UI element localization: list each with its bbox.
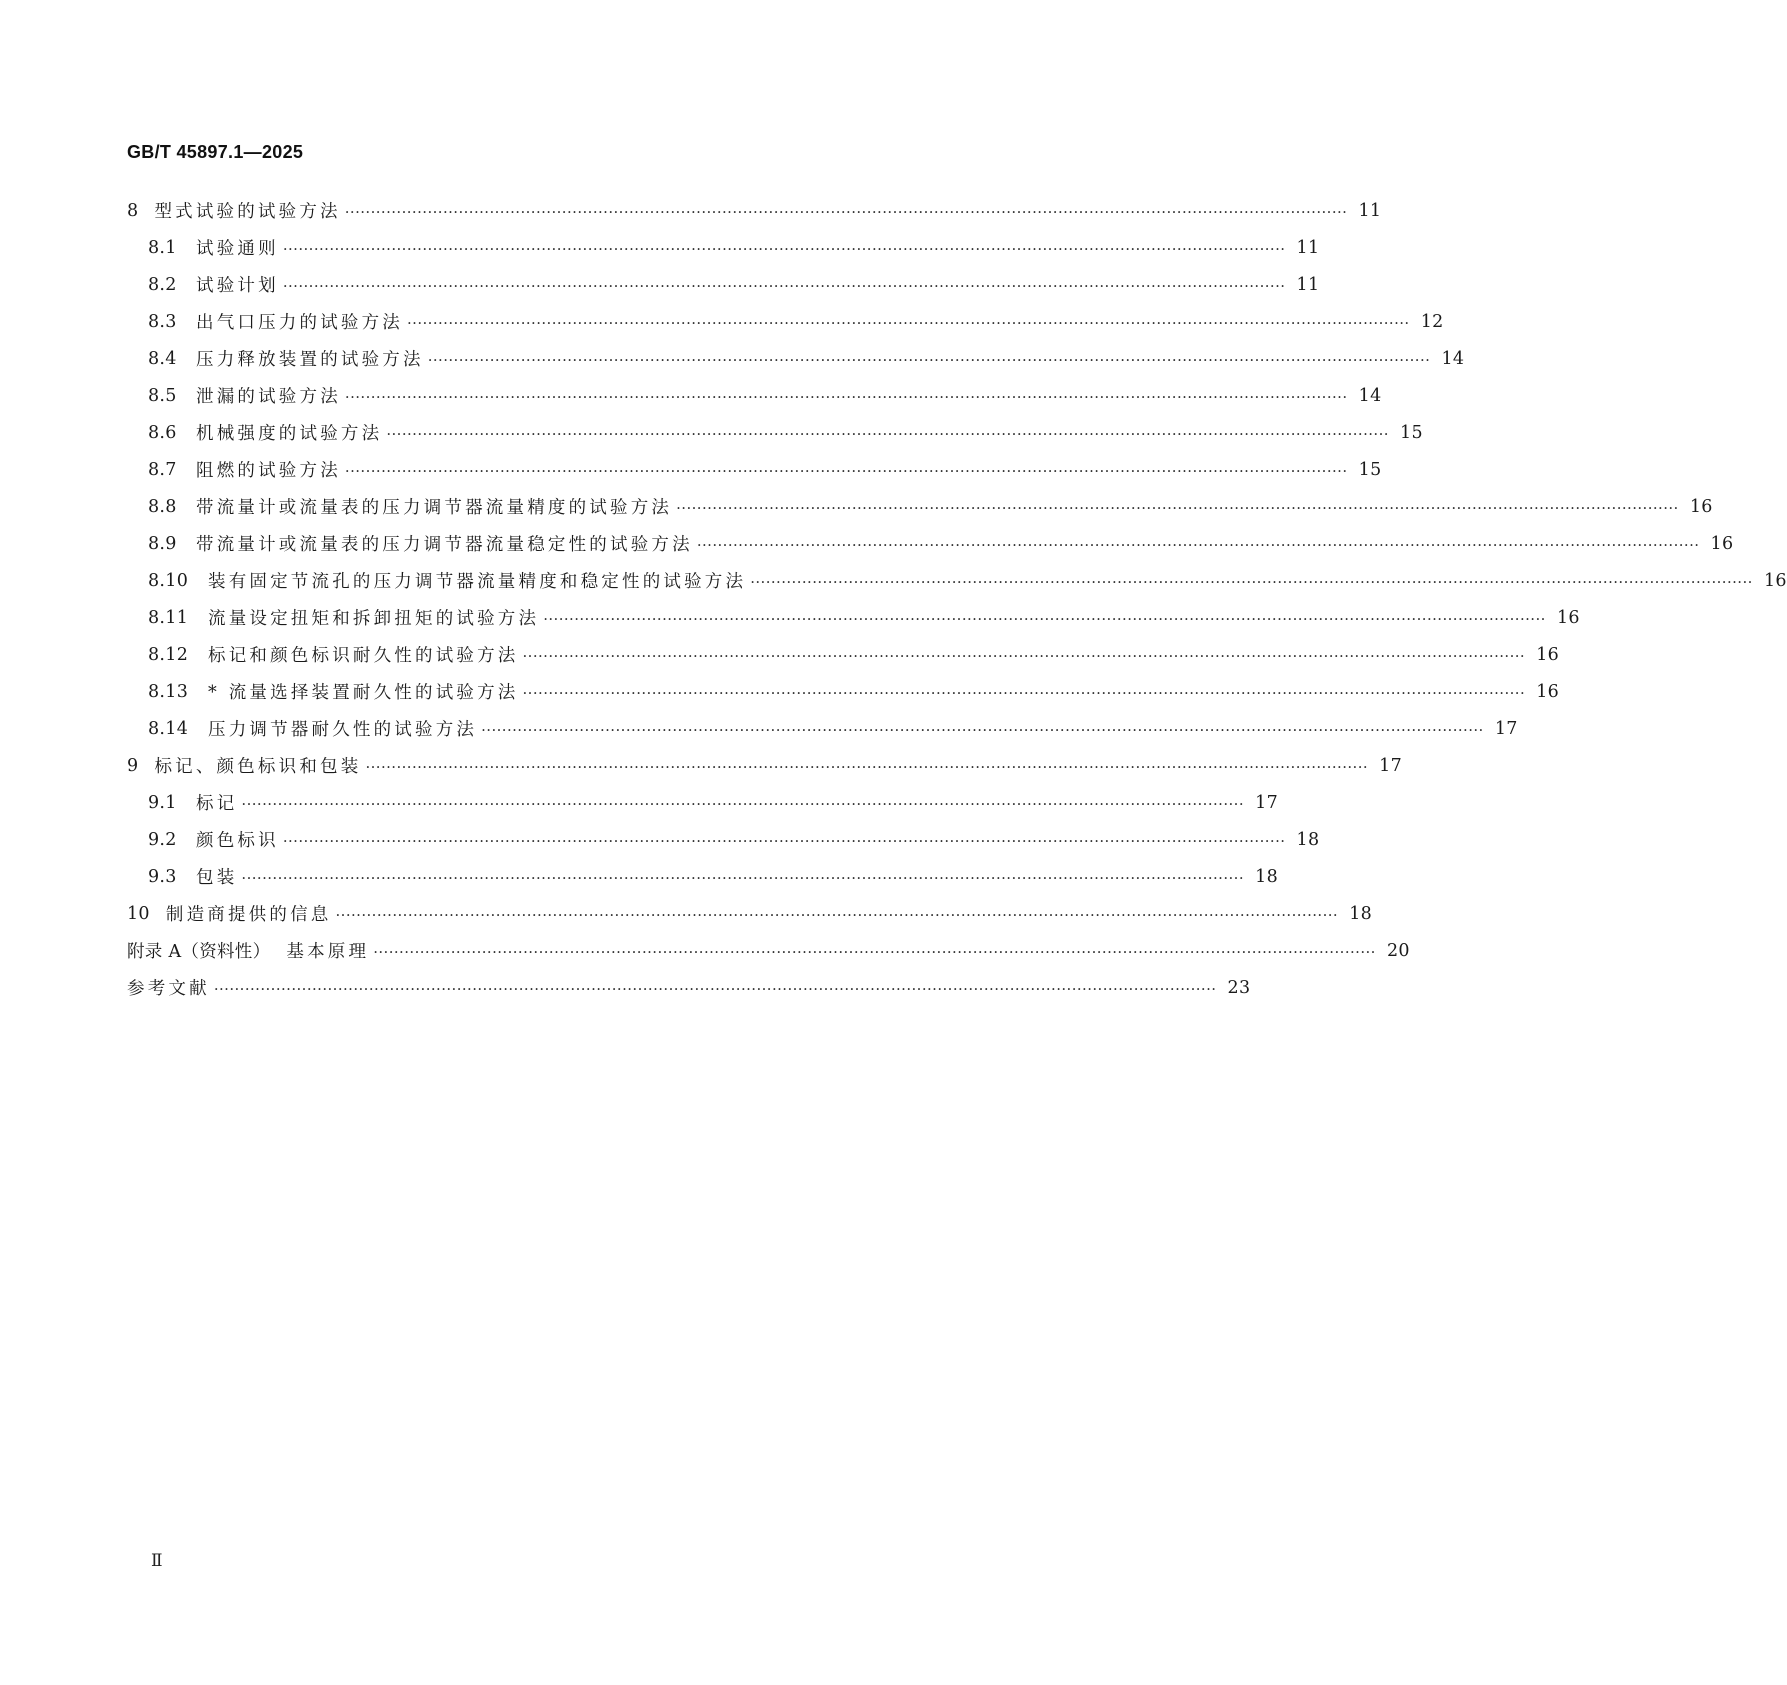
toc-entry-title: 包装: [196, 868, 238, 888]
toc-entry-number: 8.8: [148, 496, 177, 517]
toc-dot-leader: ··································································································································································································: [282, 240, 1286, 258]
toc-dot-leader: ··································································································································································································: [543, 610, 1546, 628]
toc-dot-leader: ··································································································································································································: [335, 906, 1339, 924]
toc-entry[interactable]: [127, 488, 1713, 525]
toc-dot-leader: ··································································································································································································: [344, 462, 1348, 480]
toc-entry-page: 11: [1296, 237, 1320, 258]
toc-entry-number: 8.2: [148, 274, 177, 295]
toc-dot-leader: ··································································································································································································: [750, 573, 1753, 591]
toc-entry-title: 标记和颜色标识耐久性的试验方法: [208, 646, 519, 666]
toc-entry-page: 16: [1710, 533, 1734, 554]
toc-entry[interactable]: [127, 747, 1403, 784]
toc-entry-page: 11: [1358, 200, 1382, 221]
toc-entry-title: 压力释放装置的试验方法: [196, 350, 424, 370]
toc-entry-title: 基本原理: [286, 942, 370, 962]
toc-entry-number: 8: [127, 200, 139, 221]
toc-entry[interactable]: [127, 932, 1410, 969]
toc-dot-leader: ··································································································································································································: [282, 277, 1286, 295]
toc-dot-leader: ··································································································································································································: [241, 869, 1245, 887]
toc-dot-leader: ··································································································································································································: [522, 684, 1526, 702]
toc-entry[interactable]: [127, 229, 1320, 266]
toc-entry-number: 8.1: [148, 237, 177, 258]
toc-entry-title: 标记: [196, 794, 238, 814]
page-number-roman: Ⅱ: [151, 1551, 163, 1571]
toc-dot-leader: ··································································································································································································: [282, 832, 1286, 850]
toc-entry-title: 带流量计或流量表的压力调节器流量精度的试验方法: [196, 498, 673, 518]
toc-dot-leader: ··································································································································································································: [676, 499, 1679, 517]
toc-entry-page: 23: [1227, 977, 1251, 998]
toc-entry-number: 8.5: [148, 385, 177, 406]
toc-entry[interactable]: [127, 784, 1279, 821]
toc-entry[interactable]: [127, 636, 1560, 673]
toc-entry-title: 标记、颜色标识和包装: [154, 757, 362, 777]
toc-entry-page: 20: [1386, 940, 1410, 961]
toc-entry-number: 8.6: [148, 422, 177, 443]
toc-entry-page: 16: [1763, 570, 1787, 591]
toc-entry[interactable]: [127, 710, 1518, 747]
toc-entry-title: 参考文献: [127, 979, 210, 999]
toc-entry-number: 9: [127, 755, 139, 776]
toc-entry-page: 15: [1358, 459, 1382, 480]
toc-entry[interactable]: [127, 414, 1423, 451]
toc-entry[interactable]: [127, 673, 1560, 710]
toc-entry-title: 装有固定节流孔的压力调节器流量精度和稳定性的试验方法: [208, 572, 747, 592]
toc-entry-page: 18: [1296, 829, 1320, 850]
toc-entry-page: 16: [1689, 496, 1713, 517]
toc-entry[interactable]: [127, 858, 1279, 895]
toc-entry-title: 流量设定扭矩和拆卸扭矩的试验方法: [208, 609, 540, 629]
toc-entry[interactable]: [127, 451, 1382, 488]
toc-dot-leader: ··································································································································································································: [386, 425, 1389, 443]
toc-dot-leader: ··································································································································································································: [344, 203, 1348, 221]
toc-entry-title: 试验计划: [196, 276, 279, 296]
toc-dot-leader: ··································································································································································································: [344, 388, 1348, 406]
toc-entry-number: 8.11: [148, 607, 189, 628]
toc-entry-page: 12: [1420, 311, 1444, 332]
toc-entry-number: 8.3: [148, 311, 177, 332]
toc-entry-page: 16: [1536, 681, 1560, 702]
toc-dot-leader: ··································································································································································································: [373, 943, 1376, 961]
toc-entry[interactable]: [127, 266, 1320, 303]
toc-entry-page: 16: [1536, 644, 1560, 665]
toc-dot-leader: ··································································································································································································: [407, 314, 1410, 332]
toc-entry-page: 16: [1556, 607, 1580, 628]
toc-entry-number: 8.7: [148, 459, 177, 480]
toc-entry-number: 9.3: [148, 866, 177, 887]
toc-entry-title: 压力调节器耐久性的试验方法: [208, 720, 478, 740]
toc-entry-number: 8.4: [148, 348, 177, 369]
toc-dot-leader: ··································································································································································································: [427, 351, 1431, 369]
toc-entry[interactable]: [127, 340, 1465, 377]
toc-entry-title: 颜色标识: [196, 831, 279, 851]
toc-entry[interactable]: [127, 562, 1787, 599]
toc-entry-page: 14: [1358, 385, 1382, 406]
toc-entry-page: 14: [1441, 348, 1465, 369]
toc-entry-title: 型式试验的试验方法: [154, 202, 341, 222]
toc-entry-page: 11: [1296, 274, 1320, 295]
toc-entry-title: 机械强度的试验方法: [196, 424, 383, 444]
document-code-header: GB/T 45897.1—2025: [127, 142, 304, 162]
toc-entry-number: 10: [127, 903, 150, 924]
toc-entry[interactable]: [127, 192, 1382, 229]
toc-entry-number: 附录 A（资料性）: [127, 942, 271, 962]
table-of-contents: [127, 192, 1787, 1006]
toc-dot-leader: ··································································································································································································: [522, 647, 1526, 665]
toc-dot-leader: ··································································································································································································: [365, 758, 1369, 776]
toc-entry[interactable]: [127, 969, 1251, 1006]
toc-entry-page: 18: [1349, 903, 1373, 924]
toc-entry-title: 出气口压力的试验方法: [196, 313, 403, 333]
toc-entry-number: 9.1: [148, 792, 177, 813]
toc-dot-leader: ··································································································································································································: [241, 795, 1245, 813]
toc-entry-number: 8.13: [148, 681, 189, 702]
toc-entry-number: 8.14: [148, 718, 189, 739]
toc-entry[interactable]: [127, 525, 1734, 562]
toc-dot-leader: ··································································································································································································: [481, 721, 1484, 739]
toc-entry-title: 泄漏的试验方法: [196, 387, 341, 407]
toc-entry[interactable]: [127, 377, 1382, 414]
toc-entry-page: 18: [1255, 866, 1279, 887]
toc-entry[interactable]: [127, 303, 1444, 340]
toc-dot-leader: ··································································································································································································: [696, 536, 1700, 554]
toc-entry-page: 17: [1255, 792, 1279, 813]
toc-entry-number: 8.9: [148, 533, 177, 554]
toc-dot-leader: ··································································································································································································: [213, 980, 1217, 998]
toc-entry-number: 8.10: [148, 570, 189, 591]
toc-entry-number: 8.12: [148, 644, 189, 665]
toc-entry-title: * 流量选择装置耐久性的试验方法: [208, 683, 519, 703]
toc-entry-title: 试验通则: [196, 239, 279, 259]
toc-entry-page: 17: [1379, 755, 1403, 776]
toc-entry-title: 带流量计或流量表的压力调节器流量稳定性的试验方法: [196, 535, 693, 555]
toc-entry[interactable]: [127, 821, 1320, 858]
toc-entry-page: 17: [1494, 718, 1518, 739]
toc-entry[interactable]: [127, 599, 1580, 636]
toc-entry-title: 阻燃的试验方法: [196, 461, 341, 481]
toc-entry-title: 制造商提供的信息: [165, 905, 332, 925]
toc-entry-number: 9.2: [148, 829, 177, 850]
toc-entry[interactable]: [127, 895, 1373, 932]
toc-entry-page: 15: [1400, 422, 1423, 443]
